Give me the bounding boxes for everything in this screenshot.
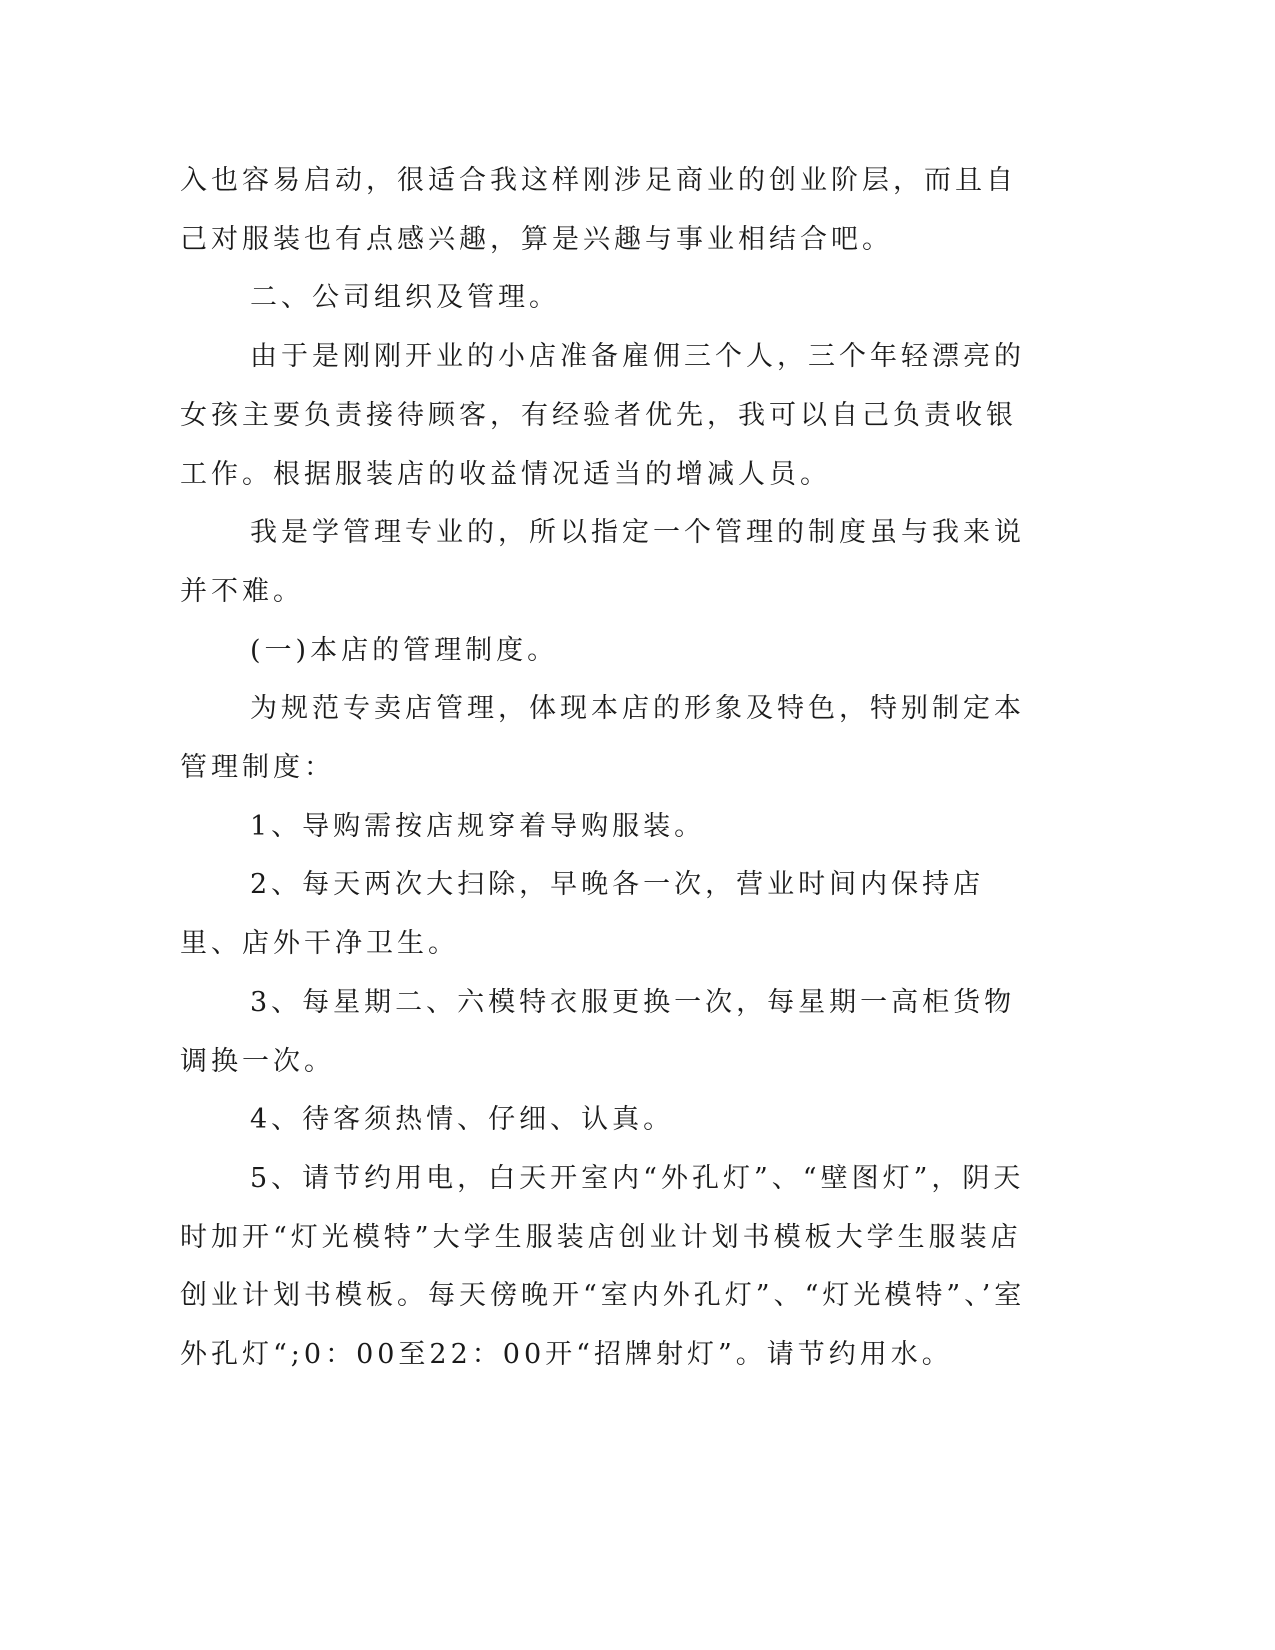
paragraph-staffing: 由于是刚刚开业的小店准备雇佣三个人，三个年轻漂亮的女孩主要负责接待顾客，有经验者优先，我可以自己负责收银工作。根据服装店的收益情况适当的增减人员。	[180, 341, 1025, 490]
paragraph-rules-intro: 为规范专卖店管理，体现本店的形象及特色，特别制定本管理制度：	[180, 693, 1025, 784]
paragraph-intro-continuation: 入也容易启动，很适合我这样刚涉足商业的创业阶层，而且自己对服装也有点感兴趣，算是兴趣与事业相结合吧。	[180, 165, 1017, 255]
paragraph-management-background: 我是学管理专业的，所以指定一个管理的制度虽与我来说并不难。	[180, 517, 1025, 607]
rule-item-4: 4、待客须热情、仔细、认真。	[250, 1104, 675, 1136]
rule-item-2: 2、每天两次大扫除，早晚各一次，营业时间内保持店里、店外干净卫生。	[180, 869, 985, 960]
rule-item-5: 5、请节约用电，白天开室内“外孔灯”、“壁图灯”，阴天时加开“灯光模特”大学生服装店创业计划书模板大学生服装店创业计划书模板。每天傍晚开“室内外孔灯”、“灯光模特”、’室外孔灯“;0：00至22：00开“招牌射灯”。请节约用水。	[180, 1162, 1026, 1371]
document-body	[180, 152, 1040, 1385]
subsection-heading-store-rules: (一)本店的管理制度。	[250, 634, 559, 666]
rule-item-1: 1、导购需按店规穿着导购服装。	[250, 810, 706, 842]
section-heading-organization: 二、公司组织及管理。	[250, 282, 560, 314]
rule-item-3: 3、每星期二、六模特衣服更换一次，每星期一高柜货物调换一次。	[180, 986, 1016, 1077]
